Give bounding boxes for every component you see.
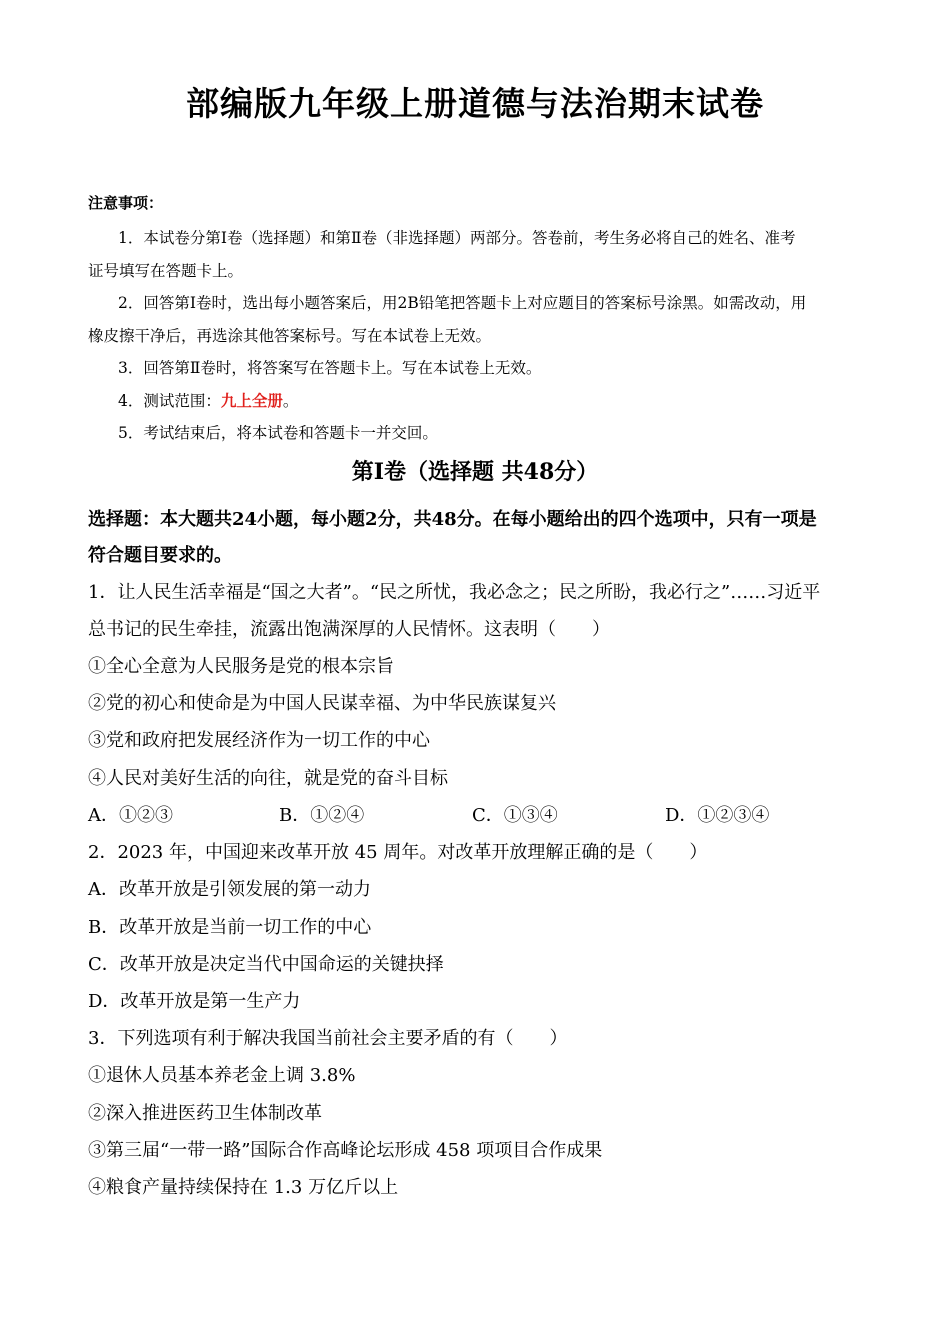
page-title: 部编版九年级上册道德与法治期末试卷	[186, 84, 764, 123]
notice-line-4-prefix: 4．测试范围：	[118, 392, 221, 410]
q2-stem: 2．2023 年，中国迎来改革开放 45 周年。对改革开放理解正确的是（ ）	[88, 842, 708, 863]
notice-line-3: 3．回答第Ⅱ卷时，将答案写在答题卡上。写在本试卷上无效。	[118, 359, 542, 377]
test-range: 九上全册	[220, 391, 283, 410]
q1-stem-b: 总书记的民生牵挂，流露出饱满深厚的人民情怀。这表明（ ）	[88, 619, 610, 640]
q1-option-a: A．①②③	[88, 805, 173, 826]
q2-option-a: A．改革开放是引领发展的第一动力	[88, 879, 371, 900]
q2-option-c: C．改革开放是决定当代中国命运的关键抉择	[88, 954, 444, 975]
q1-statement-4: ④人民对美好生活的向往，就是党的奋斗目标	[88, 768, 448, 789]
notice-line-4-suffix: 。	[282, 392, 299, 410]
q3-statement-1: ①退休人员基本养老金上调 3.8%	[88, 1065, 356, 1086]
notice-heading: 注意事项：	[88, 194, 164, 212]
section-instruction-a: 选择题：本大题共24小题，每小题2分，共48分。在每小题给出的四个选项中，只有一项是	[88, 509, 817, 530]
q2-option-b: B．改革开放是当前一切工作的中心	[88, 917, 372, 938]
section-instruction-b: 符合题目要求的。	[88, 545, 232, 566]
q3-statement-2: ②深入推进医药卫生体制改革	[88, 1103, 322, 1124]
q1-stem-a: 1．让人民生活幸福是“国之大者”。“民之所忧，我必念之；民之所盼，我必行之”……习近平	[88, 582, 821, 603]
q1-option-d: D．①②③④	[665, 805, 770, 826]
q2-option-d: D．改革开放是第一生产力	[88, 991, 301, 1012]
notice-line-4	[118, 389, 298, 411]
q1-statement-2: ②党的初心和使命是为中国人民谋幸福、为中华民族谋复兴	[88, 693, 556, 714]
q1-statement-1: ①全心全意为人民服务是党的根本宗旨	[88, 656, 394, 677]
notice-line-1b: 证号填写在答题卡上。	[88, 262, 244, 280]
q1-option-b: B．①②④	[279, 805, 365, 826]
section-title: 第Ⅰ卷（选择题 共48分）	[351, 459, 599, 485]
notice-line-1a: 1．本试卷分第Ⅰ卷（选择题）和第Ⅱ卷（非选择题）两部分。答卷前，考生务必将自己的姓名、准考	[118, 229, 796, 247]
q3-statement-4: ④粮食产量持续保持在 1.3 万亿斤以上	[88, 1177, 399, 1198]
q1-statement-3: ③党和政府把发展经济作为一切工作的中心	[88, 730, 430, 751]
q1-option-c: C．①③④	[472, 805, 558, 826]
notice-line-2b: 橡皮擦干净后，再选涂其他答案标号。写在本试卷上无效。	[88, 327, 492, 345]
q3-statement-3: ③第三届“一带一路”国际合作高峰论坛形成 458 项项目合作成果	[88, 1140, 603, 1161]
notice-line-5: 5．考试结束后，将本试卷和答题卡一并交回。	[118, 424, 438, 442]
notice-line-2a: 2．回答第Ⅰ卷时，选出每小题答案后，用2B铅笔把答题卡上对应题目的答案标号涂黑。如需改动，用	[118, 294, 807, 312]
q3-stem: 3．下列选项有利于解决我国当前社会主要矛盾的有（ ）	[88, 1028, 568, 1049]
